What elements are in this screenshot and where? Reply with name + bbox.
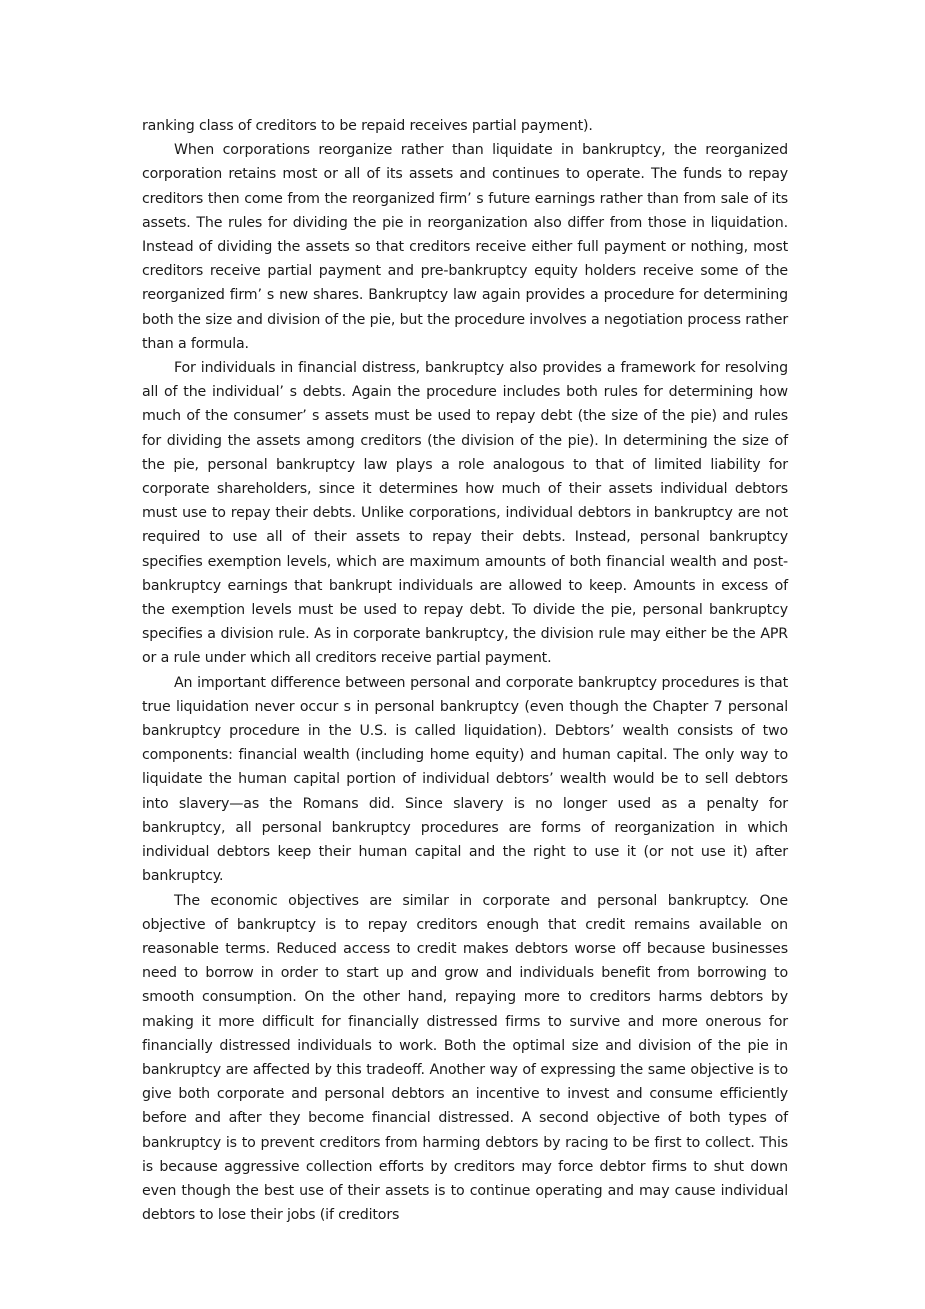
paragraph-individual-bankruptcy: For individuals in financial distress, bankruptcy also provides a framework for resolving all of the individual’ s debts. Again the procedure includes both rules for determining how much of the consumer’ s assets must be used to repay debt (the size of the pie) and rules for dividing the assets among creditors (the division of the pie). In determining the size of the pie, personal bankruptcy law plays a role analogous to that of limited liability for corporate shareholders, since it determines how much of their assets individual debtors must use to repay their debts. Unlike corporations, individual debtors in bankruptcy are not required to use all of their assets to repay their debts. Instead, personal bankruptcy specifies exemption levels, which are maximum amounts of both financial wealth and post-bankruptcy earnings that bankrupt individuals are allowed to keep. Amounts in excess of the exemption levels must be used to repay debt. To divide the pie, personal bankruptcy specifies a division rule. As in corporate bankruptcy, the division rule may either be the APR or a rule under which all creditors receive partial payment. [142, 360, 788, 667]
paragraph-continuation: ranking class of creditors to be repaid receives partial payment). [142, 118, 593, 134]
paragraph-liquidation-difference: An important difference between personal and corporate bankruptcy procedures is that true liquidation never occur s in personal bankruptcy (even though the Chapter 7 personal bankruptcy procedure in the U.S. is called liquidation). Debtors’ wealth consists of two components: financial wealth (including home equity) and human capital. The only way to liquidate the human capital portion of individual debtors’ wealth would be to sell debtors into slavery—as the Romans did. Since slavery is no longer used as a penalty for bankruptcy, all personal bankruptcy procedures are forms of reorganization in which individual debtors keep their human capital and the right to use it (or not use it) after bankruptcy. [142, 674, 788, 885]
paragraph-economic-objectives: The economic objectives are similar in corporate and personal bankruptcy. One objective of bankruptcy is to repay creditors enough that credit remains available on reasonable terms. Reduced access to credit makes debtors worse off because businesses need to borrow in order to start up and grow and individuals benefit from borrowing to smooth consumption. On the other hand, repaying more to creditors harms debtors by making it more difficult for financially distressed firms to survive and more onerous for financially distressed individuals to work. Both the optimal size and division of the pie in bankruptcy are affected by this tradeoff. Another way of expressing the same objective is to give both corporate and personal debtors an incentive to invest and consume efficiently before and after they become financial distressed. A second objective of both types of bankruptcy is to prevent creditors from harming debtors by racing to be first to collect. This is because aggressive collection efforts by creditors may force debtor firms to shut down even though the best use of their assets is to continue operating and may cause individual debtors to lose their jobs (if creditors [142, 892, 788, 1224]
body-text [142, 114, 788, 1227]
paragraph-reorganization: When corporations reorganize rather than liquidate in bankruptcy, the reorganized corporation retains most or all of its assets and continues to operate. The funds to repay creditors then come from the reorganized firm’ s future earnings rather than from sale of its assets. The rules for dividing the pie in reorganization also differ from those in liquidation. Instead of dividing the assets so that creditors receive either full payment or nothing, most creditors receive partial payment and pre-bankruptcy equity holders receive some of the reorganized firm’ s new shares. Bankruptcy law again provides a procedure for determining both the size and division of the pie, but the procedure involves a negotiation process rather than a formula. [142, 142, 788, 352]
